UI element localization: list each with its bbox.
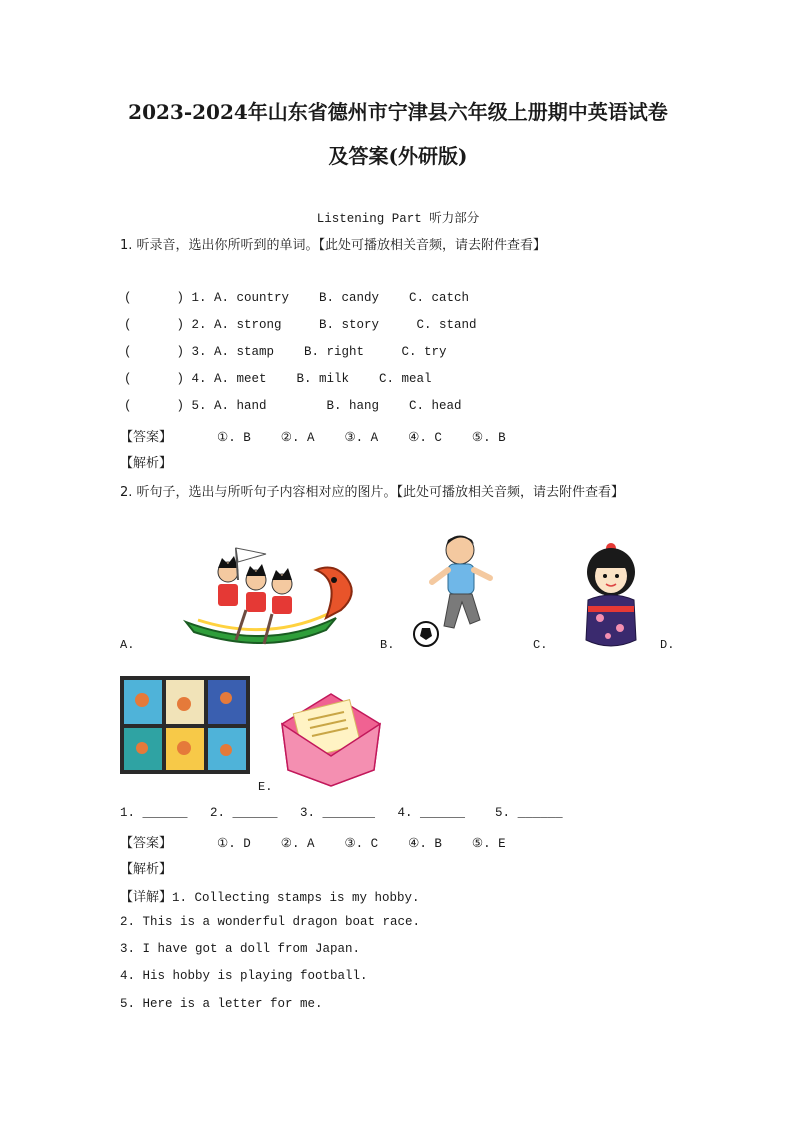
question-1-item: ( ) 5. A. hand B. hang C. head xyxy=(124,399,462,413)
question-2-detail-3: 3. I have got a doll from Japan. xyxy=(120,942,361,956)
japanese-doll-image xyxy=(580,540,642,650)
option-c-label: C. xyxy=(533,638,548,652)
question-2-blanks: 1. ______ 2. ______ 3. _______ 4. ______ 5. ______ xyxy=(120,806,563,820)
document-title-line-2: 及答案(外研版) xyxy=(328,144,468,168)
question-2-detail-2: 2. This is a wonderful dragon boat race. xyxy=(120,915,421,929)
question-2-detail-4: 4. His hobby is playing football. xyxy=(120,969,368,983)
question-1-item: ( ) 3. A. stamp B. right C. try xyxy=(124,345,447,359)
option-d-label: D. xyxy=(660,638,675,652)
question-1-answer: 【答案】 ①. B ②. A ③. A ④. C ⑤. B xyxy=(120,430,506,445)
question-1-item: ( ) 4. A. meet B. milk C. meal xyxy=(124,372,432,386)
question-1-prompt: 1. 听录音，选出你所听到的单词。【此处可播放相关音频，请去附件查看】 xyxy=(120,238,547,253)
letter-image xyxy=(278,690,384,788)
question-2-answer: 【答案】 ①. D ②. A ③. C ④. B ⑤. E xyxy=(120,836,506,851)
option-b-label: B. xyxy=(380,638,395,652)
question-1-item: ( ) 1. A. country B. candy C. catch xyxy=(124,291,470,305)
question-1-item: ( ) 2. A. strong B. story C. stand xyxy=(124,318,477,332)
question-2-analysis-label: 【解析】 xyxy=(120,862,173,877)
section-header: Listening Part 听力部分 xyxy=(316,212,480,226)
option-e-label: E. xyxy=(258,780,273,794)
document-title-line-1: 2023-2024年山东省德州市宁津县六年级上册期中英语试卷 xyxy=(128,100,668,124)
question-2-detail-5: 5. Here is a letter for me. xyxy=(120,997,323,1011)
football-boy-image xyxy=(408,532,500,650)
stamps-image xyxy=(120,676,250,774)
option-a-label: A. xyxy=(120,638,135,652)
dragon-boat-image xyxy=(176,540,362,650)
question-2-detail-1: 【详解】1. Collecting stamps is my hobby. xyxy=(120,890,420,905)
question-2-prompt: 2. 听句子，选出与所听句子内容相对应的图片。【此处可播放相关音频，请去附件查看】 xyxy=(120,485,625,500)
question-1-analysis-label: 【解析】 xyxy=(120,456,173,471)
